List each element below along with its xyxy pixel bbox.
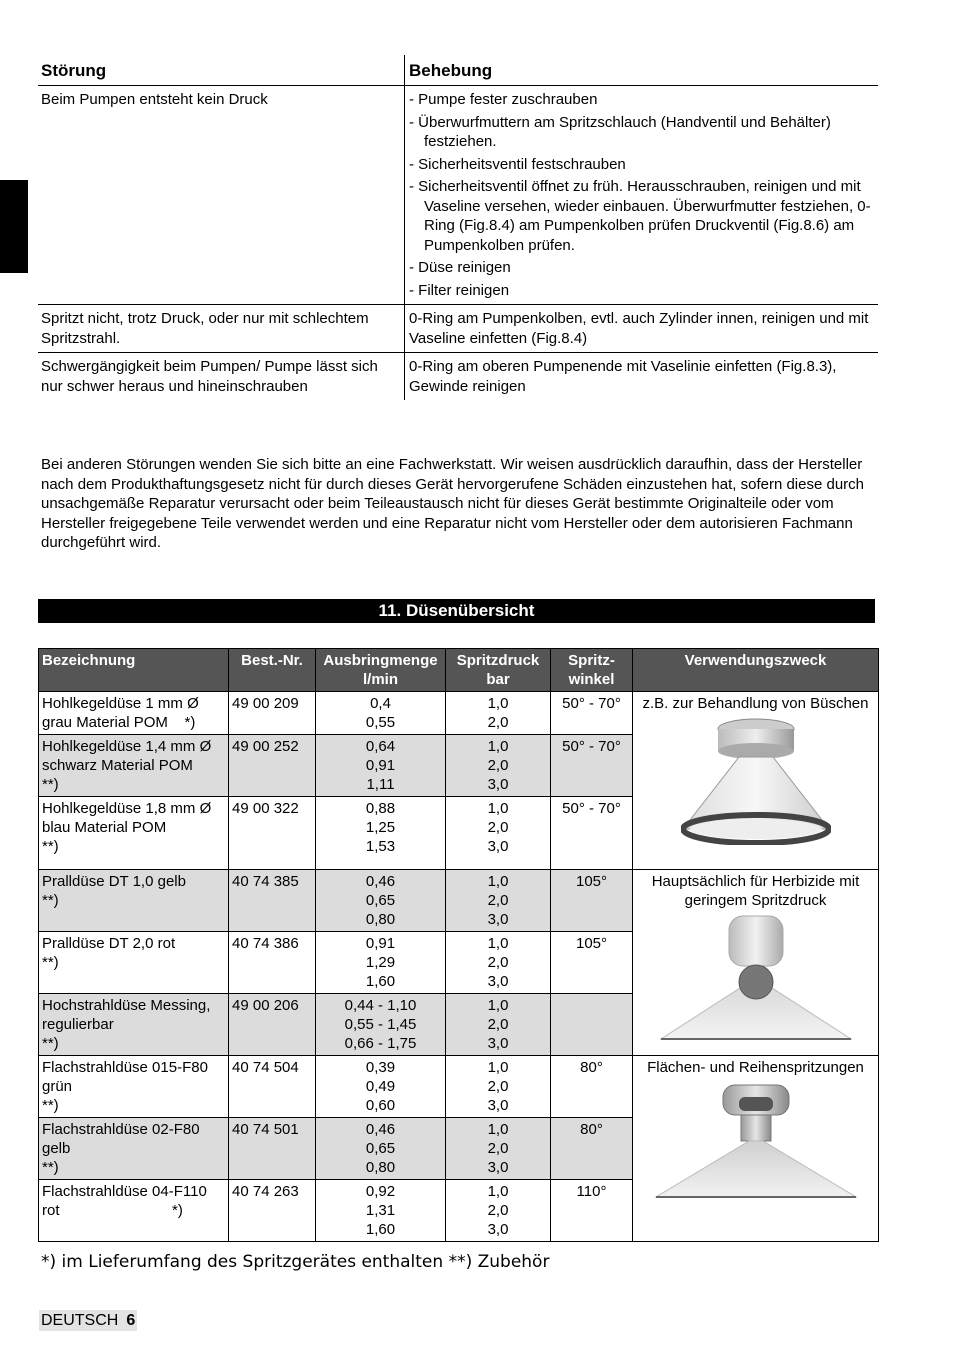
pressure: 1,0 2,0 3,0 [446, 797, 551, 870]
table-row [39, 870, 879, 932]
order-number: 49 00 206 [229, 994, 316, 1056]
table-row [39, 1056, 879, 1118]
purpose-cell [633, 1056, 879, 1242]
remedy-column-header: Behebung [404, 55, 878, 85]
section-tab-marker [0, 180, 28, 273]
flow-rate: 0,88 1,25 1,53 [316, 797, 446, 870]
nozzle-name: Hohlkegeldüse 1,8 mm Ø blau Material POM **) [39, 797, 229, 870]
spray-angle [551, 994, 633, 1056]
remedy-cell: 0-Ring am oberen Pumpenende mit Vaselinie einfetten (Fig.8.3), Gewinde reinigen [404, 353, 878, 400]
nozzle-name: Hohlkegeldüse 1,4 mm Ø schwarz Material POM **) [39, 735, 229, 797]
deflector-nozzle-image [641, 914, 871, 1044]
nozzle-table-header [39, 649, 879, 692]
name-header: Bezeichnung [39, 649, 229, 692]
spray-angle: 50° - 70° [551, 797, 633, 870]
spray-angle: 80° [551, 1056, 633, 1118]
remedy-cell: 0-Ring am Pumpenkolben, evtl. auch Zylinder innen, reinigen und mit Vaseline einfetten (Fig.8.4) [404, 305, 878, 352]
flow-rate: 0,44 - 1,10 0,55 - 1,45 0,66 - 1,75 [316, 994, 446, 1056]
hollow-cone-nozzle-image [681, 717, 831, 845]
order-number-header: Best.-Nr. [229, 649, 316, 692]
nozzle-name: Hohlkegeldüse 1 mm Ø grau Material POM *) [39, 692, 229, 735]
remedy-item: - Pumpe fester zuschrauben [409, 91, 598, 108]
flow-rate: 0,39 0,49 0,60 [316, 1056, 446, 1118]
nozzle-name: Pralldüse DT 2,0 rot **) [39, 932, 229, 994]
pressure: 1,0 2,0 3,0 [446, 1180, 551, 1242]
spray-angle: 105° [551, 932, 633, 994]
flow-rate: 0,46 0,65 0,80 [316, 870, 446, 932]
purpose-cell [633, 692, 879, 870]
pressure: 1,0 2,0 3,0 [446, 735, 551, 797]
remedy-item: - Filter reinigen [409, 281, 510, 299]
troubleshooting-row [38, 86, 878, 305]
section-heading: 11. Düsenübersicht [38, 599, 875, 623]
pressure-header: Spritzdruck bar [446, 649, 551, 692]
problem-cell: Beim Pumpen entsteht kein Druck [41, 91, 268, 108]
pressure: 1,0 2,0 3,0 [446, 870, 551, 932]
pressure: 1,0 2,0 3,0 [446, 932, 551, 994]
flow-rate: 0,46 0,65 0,80 [316, 1118, 446, 1180]
pressure: 1,0 2,0 3,0 [446, 1056, 551, 1118]
spray-angle-header: Spritz- winkel [551, 649, 633, 692]
purpose-text: z.B. zur Behandlung von Büschen [642, 695, 869, 712]
purpose-cell [633, 870, 879, 1056]
page-footer [39, 1310, 137, 1331]
remedy-item: - Düse reinigen [409, 259, 511, 276]
troubleshooting-row [38, 353, 878, 400]
remedy-item: - Sicherheitsventil öffnet zu früh. Herausschrauben, reinigen und mit Vaseline versehen, wieder einbauen. Überwurfmutter festziehen, 0-Ring (Fig.8.4) am Pumpenkolben prüfen Druckventil (Fig.8.6) am Pumpenkolben prüfen. [409, 178, 871, 254]
footnote: *) im Lieferumfang des Spritzgerätes enthalten **) Zubehör [41, 1252, 550, 1272]
purpose-text: Hauptsächlich für Herbizide mit geringem Spritzdruck [651, 873, 860, 909]
remedy-cell [404, 86, 878, 304]
spray-angle: 50° - 70° [551, 692, 633, 735]
problem-cell: Spritzt nicht, trotz Druck, oder nur mit schlechtem Spritzstrahl. [41, 310, 369, 347]
flow-rate-header: Ausbringmenge l/min [316, 649, 446, 692]
order-number: 40 74 501 [229, 1118, 316, 1180]
flow-rate: 0,64 0,91 1,11 [316, 735, 446, 797]
order-number: 40 74 263 [229, 1180, 316, 1242]
problem-column-header: Störung [41, 61, 107, 80]
spray-angle: 80° [551, 1118, 633, 1180]
pressure: 1,0 2,0 3,0 [446, 994, 551, 1056]
order-number: 49 00 209 [229, 692, 316, 735]
pressure: 1,0 2,0 3,0 [446, 1118, 551, 1180]
footer-language: DEUTSCH [41, 1312, 119, 1329]
purpose-text: Flächen- und Reihenspritzungen [647, 1059, 864, 1076]
nozzle-name: Hochstrahldüse Messing, regulierbar **) [39, 994, 229, 1056]
remedy-item: - Sicherheitsventil festschrauben [409, 155, 626, 173]
liability-paragraph: Bei anderen Störungen wenden Sie sich bitte an eine Fachwerkstatt. Wir weisen ausdrücklich daraufhin, dass der Hersteller nach dem Produkthaftungsgesetz nicht für durch dieses Gerät hervorgerufene Schäden einzustehen hat, sofern diese durch unsachgemäße Reparatur verursacht oder beim Teileaustausch nicht für dieses Gerät bestimmte Originalteile oder vom Hersteller freigegebene Teile verwendet werden und eine Reparatur nicht vom Hersteller oder dem autorisieren Fachmann durchgeführt wird. [41, 456, 865, 551]
order-number: 49 00 252 [229, 735, 316, 797]
remedy-item: - Überwurfmuttern am Spritzschlauch (Handventil und Behälter) festziehen. [409, 113, 831, 150]
table-row [39, 692, 879, 735]
flat-fan-nozzle-image [641, 1081, 871, 1209]
problem-cell: Schwergängigkeit beim Pumpen/ Pumpe lässt sich nur schwer heraus und hineinschrauben [41, 358, 378, 395]
spray-angle: 50° - 70° [551, 735, 633, 797]
nozzle-overview-table [38, 648, 879, 1242]
spray-angle: 110° [551, 1180, 633, 1242]
flow-rate: 0,92 1,31 1,60 [316, 1180, 446, 1242]
purpose-header: Verwendungszweck [633, 649, 879, 692]
troubleshooting-row [38, 305, 878, 353]
nozzle-name: Flachstrahldüse 015-F80 grün **) [39, 1056, 229, 1118]
order-number: 40 74 386 [229, 932, 316, 994]
page-number: 6 [126, 1312, 136, 1329]
order-number: 40 74 385 [229, 870, 316, 932]
pressure: 1,0 2,0 [446, 692, 551, 735]
flow-rate: 0,91 1,29 1,60 [316, 932, 446, 994]
nozzle-name: Flachstrahldüse 04-F110 rot *) [39, 1180, 229, 1242]
nozzle-name: Flachstrahldüse 02-F80 gelb **) [39, 1118, 229, 1180]
flow-rate: 0,4 0,55 [316, 692, 446, 735]
order-number: 49 00 322 [229, 797, 316, 870]
troubleshooting-table [38, 55, 878, 400]
nozzle-name: Pralldüse DT 1,0 gelb **) [39, 870, 229, 932]
order-number: 40 74 504 [229, 1056, 316, 1118]
spray-angle: 105° [551, 870, 633, 932]
troubleshooting-header [38, 55, 878, 86]
